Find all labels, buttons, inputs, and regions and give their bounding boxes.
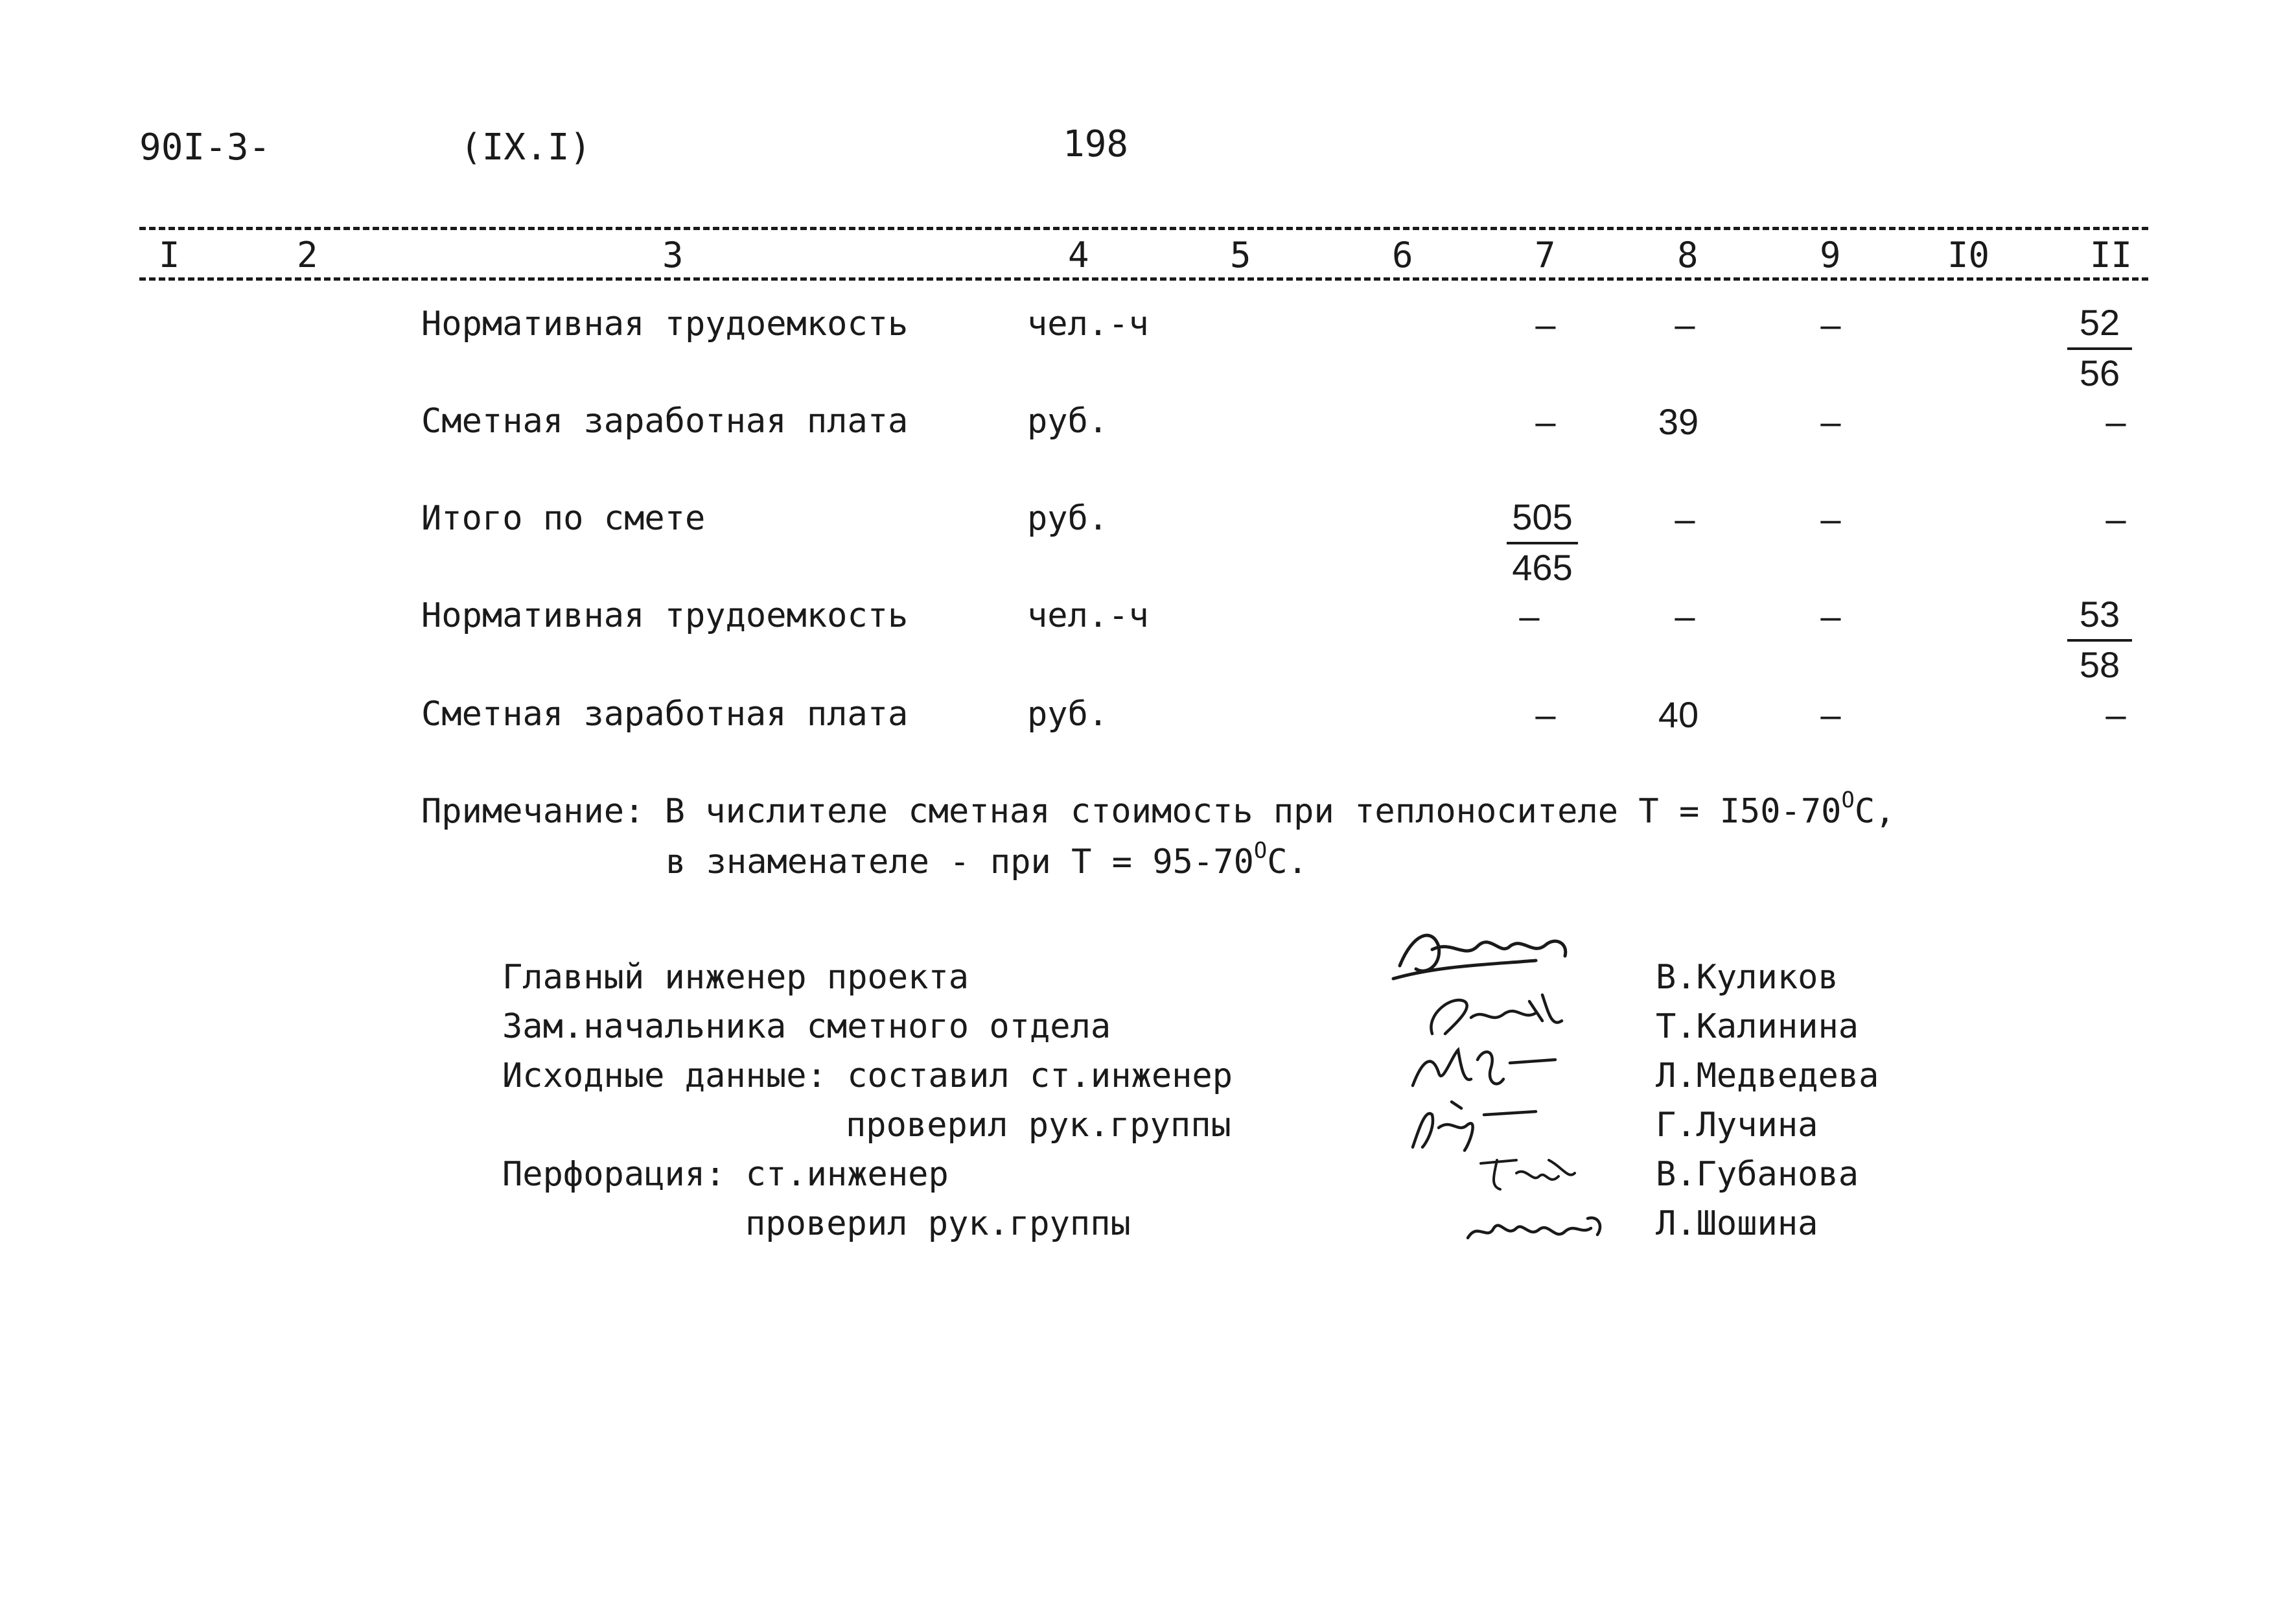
row-unit: чел.-ч — [1027, 596, 1149, 635]
fraction-numerator: 505 — [1507, 494, 1578, 544]
row-col11: – — [2105, 498, 2126, 539]
note-text: С. — [1267, 843, 1308, 881]
row-col7: – — [1535, 304, 1556, 345]
row-col11-fraction — [2067, 299, 2132, 397]
row-unit: руб. — [1027, 402, 1109, 441]
row-unit: руб. — [1027, 499, 1109, 538]
column-header-8: 8 — [1677, 235, 1699, 275]
column-header-5: 5 — [1230, 235, 1251, 275]
document-code: 90I-3- — [139, 126, 271, 169]
row-unit: чел.-ч — [1027, 305, 1149, 344]
handwritten-signature — [1387, 920, 1594, 992]
row-col9: – — [1820, 304, 1841, 345]
column-header-3: 3 — [662, 235, 684, 275]
fraction-denominator: 56 — [2079, 353, 2120, 393]
column-header-9: 9 — [1820, 235, 1841, 275]
row-name: Итого по смете — [421, 499, 706, 538]
note-superscript: О — [1253, 837, 1268, 863]
row-col7-fraction — [1507, 494, 1578, 591]
header-rule-bottom — [139, 277, 2148, 281]
signature-role: проверил рук.группы — [846, 1106, 1231, 1145]
note-text: в знаменателе - при Т = 95-70 — [666, 843, 1254, 881]
row-name: Сметная заработная плата — [421, 695, 909, 734]
column-header-6: 6 — [1392, 235, 1413, 275]
row-col7: – — [1535, 694, 1556, 735]
row-name: Сметная заработная плата — [421, 402, 909, 441]
signatory-name: В.Куликов — [1656, 958, 1838, 997]
column-header-11: II — [2090, 235, 2133, 275]
row-name: Нормативная трудоемкость — [421, 596, 909, 635]
row-col11-fraction — [2067, 591, 2132, 688]
header-rule-top — [139, 227, 2148, 230]
column-header-2: 2 — [297, 235, 318, 275]
row-col7: – — [1519, 596, 1540, 636]
signature-role: Исходные данные: составил ст.инженер — [502, 1056, 1233, 1095]
column-header-7: 7 — [1535, 235, 1556, 275]
row-col11: – — [2105, 694, 2126, 735]
signature-role: Зам.начальника сметного отдела — [502, 1007, 1111, 1046]
signatory-name: Т.Калинина — [1656, 1007, 1859, 1046]
fraction-numerator: 52 — [2067, 299, 2132, 350]
row-unit: руб. — [1027, 695, 1109, 734]
signatory-name: В.Губанова — [1656, 1155, 1859, 1194]
signature-role: проверил рук.группы — [745, 1204, 1131, 1243]
note-text: С, — [1854, 792, 1896, 831]
column-header-10: I0 — [1947, 235, 1990, 275]
column-header-4: 4 — [1068, 235, 1089, 275]
signatory-name: Л.Шошина — [1656, 1204, 1818, 1243]
handwritten-signature — [1471, 1147, 1588, 1199]
fraction-denominator: 465 — [1512, 547, 1573, 588]
handwritten-signature — [1458, 1196, 1614, 1254]
note-text: Примечание: В числителе сметная стоимость при теплоносителе Т = I50-70 — [421, 792, 1842, 831]
row-name: Нормативная трудоемкость — [421, 305, 909, 344]
signatory-name: Г.Лучина — [1656, 1106, 1818, 1145]
row-col8: – — [1675, 304, 1695, 345]
signature-role: Главный инженер проекта — [502, 958, 969, 997]
signature-role: Перфорация: ст.инженер — [502, 1155, 949, 1194]
row-col8: – — [1675, 596, 1695, 636]
column-header-1: I — [159, 235, 180, 275]
row-col11: – — [2105, 401, 2126, 442]
row-col8: – — [1675, 498, 1695, 539]
section-code: (IX.I) — [460, 126, 592, 169]
row-col7: – — [1535, 401, 1556, 442]
row-col8: 40 — [1658, 694, 1699, 735]
row-col9: – — [1820, 498, 1841, 539]
row-col9: – — [1820, 694, 1841, 735]
note-line-2 — [666, 837, 1308, 881]
note-superscript: О — [1841, 787, 1855, 813]
row-col9: – — [1820, 596, 1841, 636]
fraction-denominator: 58 — [2079, 644, 2120, 685]
page-number: 198 — [1063, 123, 1129, 165]
row-col8: 39 — [1658, 401, 1699, 442]
note-line-1 — [421, 787, 1896, 831]
row-col9: – — [1820, 401, 1841, 442]
signatory-name: Л.Медведева — [1656, 1056, 1879, 1095]
fraction-numerator: 53 — [2067, 591, 2132, 642]
